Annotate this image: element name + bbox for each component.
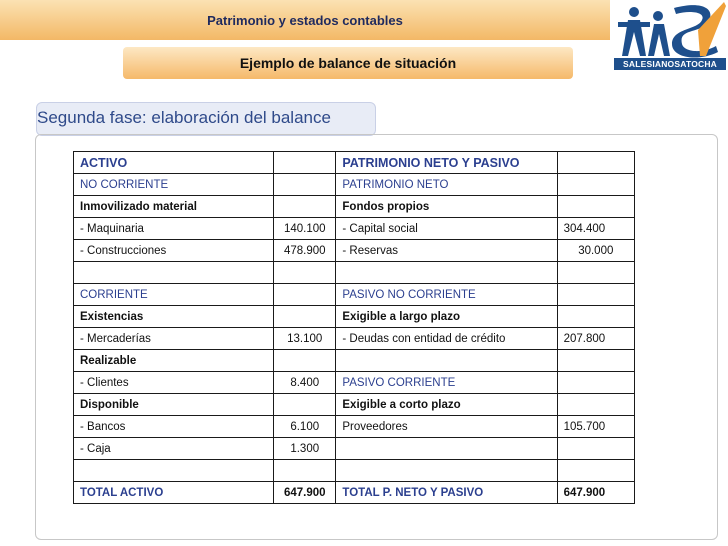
table-row — [74, 350, 635, 372]
table-cell: PASIVO NO CORRIENTE — [336, 284, 557, 306]
table-row — [74, 284, 635, 306]
total-activo-value: 647.900 — [274, 482, 336, 504]
table-cell: - Capital social — [336, 218, 557, 240]
table-cell: 13.100 — [274, 328, 336, 350]
table-cell: - Construcciones — [74, 240, 274, 262]
table-cell — [557, 262, 634, 284]
table-cell: PATRIMONIO NETO — [336, 174, 557, 196]
table-row — [74, 152, 635, 174]
table-cell: 207.800 — [557, 328, 634, 350]
logo-brand-text: SALESIANOSATOCHA — [614, 58, 726, 70]
table-cell: - Mercaderías — [74, 328, 274, 350]
table-cell: Existencias — [74, 306, 274, 328]
subtitle: Ejemplo de balance de situación — [239, 55, 457, 71]
table-cell — [274, 174, 336, 196]
table-cell — [274, 350, 336, 372]
cell-activo-header: ACTIVO — [74, 152, 274, 174]
table-cell — [557, 372, 634, 394]
table-cell: Proveedores — [336, 416, 557, 438]
table-cell — [557, 350, 634, 372]
table-cell: - Maquinaria — [74, 218, 274, 240]
table-cell: PASIVO CORRIENTE — [336, 372, 557, 394]
table-cell — [336, 438, 557, 460]
table-cell: Disponible — [74, 394, 274, 416]
table-row — [74, 196, 635, 218]
table-cell: - Deudas con entidad de crédito — [336, 328, 557, 350]
table-row — [74, 460, 635, 482]
header-title: Patrimonio y estados contables — [207, 13, 403, 28]
table-cell — [336, 262, 557, 284]
table-cell — [557, 196, 634, 218]
table-cell — [557, 460, 634, 482]
table-cell — [557, 438, 634, 460]
total-pasivo-label: TOTAL P. NETO Y PASIVO — [336, 482, 557, 504]
section-title: Segunda fase: elaboración del balance — [37, 108, 331, 127]
table-cell: 6.100 — [274, 416, 336, 438]
table-row — [74, 372, 635, 394]
table-cell: 140.100 — [274, 218, 336, 240]
table-cell: - Reservas — [336, 240, 557, 262]
table-cell: NO CORRIENTE — [74, 174, 274, 196]
table-cell: - Caja — [74, 438, 274, 460]
table-row — [74, 394, 635, 416]
table-row — [74, 218, 635, 240]
table-row — [74, 174, 635, 196]
table-cell — [336, 460, 557, 482]
table-row — [74, 438, 635, 460]
table-cell — [557, 306, 634, 328]
table-row — [74, 262, 635, 284]
salesianos-atocha-logo — [612, 0, 728, 72]
table-cell: Fondos propios — [336, 196, 557, 218]
table-cell: 478.900 — [274, 240, 336, 262]
total-row — [74, 482, 635, 504]
table-cell: - Bancos — [74, 416, 274, 438]
table-cell: Exigible a largo plazo — [336, 306, 557, 328]
table-cell — [557, 174, 634, 196]
table-cell: Inmovilizado material — [74, 196, 274, 218]
total-pasivo-value: 647.900 — [557, 482, 634, 504]
table-cell — [274, 196, 336, 218]
table-cell — [274, 306, 336, 328]
table-cell — [274, 460, 336, 482]
subtitle-bar — [123, 47, 573, 79]
table-cell: 1.300 — [274, 438, 336, 460]
table-cell — [274, 262, 336, 284]
table-cell: Realizable — [74, 350, 274, 372]
header-bar — [0, 0, 610, 40]
table-cell: 105.700 — [557, 416, 634, 438]
table-cell: 304.400 — [557, 218, 634, 240]
table-cell: 8.400 — [274, 372, 336, 394]
table-cell: Exigible a corto plazo — [336, 394, 557, 416]
table-cell — [557, 284, 634, 306]
logo-icon — [612, 0, 728, 60]
table-row — [74, 328, 635, 350]
table-cell — [274, 152, 336, 174]
table-cell — [557, 394, 634, 416]
table-row — [74, 240, 635, 262]
table-cell — [274, 284, 336, 306]
table-cell — [274, 394, 336, 416]
balance-table — [73, 151, 635, 504]
table-cell — [74, 262, 274, 284]
cell-pasivo-header: PATRIMONIO NETO Y PASIVO — [336, 152, 557, 174]
table-row — [74, 306, 635, 328]
table-cell — [74, 460, 274, 482]
table-cell: - Clientes — [74, 372, 274, 394]
table-cell — [336, 350, 557, 372]
table-cell: 30.000 — [557, 240, 634, 262]
section-heading-box — [36, 102, 376, 136]
total-activo-label: TOTAL ACTIVO — [74, 482, 274, 504]
table-row — [74, 416, 635, 438]
table-cell: CORRIENTE — [74, 284, 274, 306]
table-cell — [557, 152, 634, 174]
